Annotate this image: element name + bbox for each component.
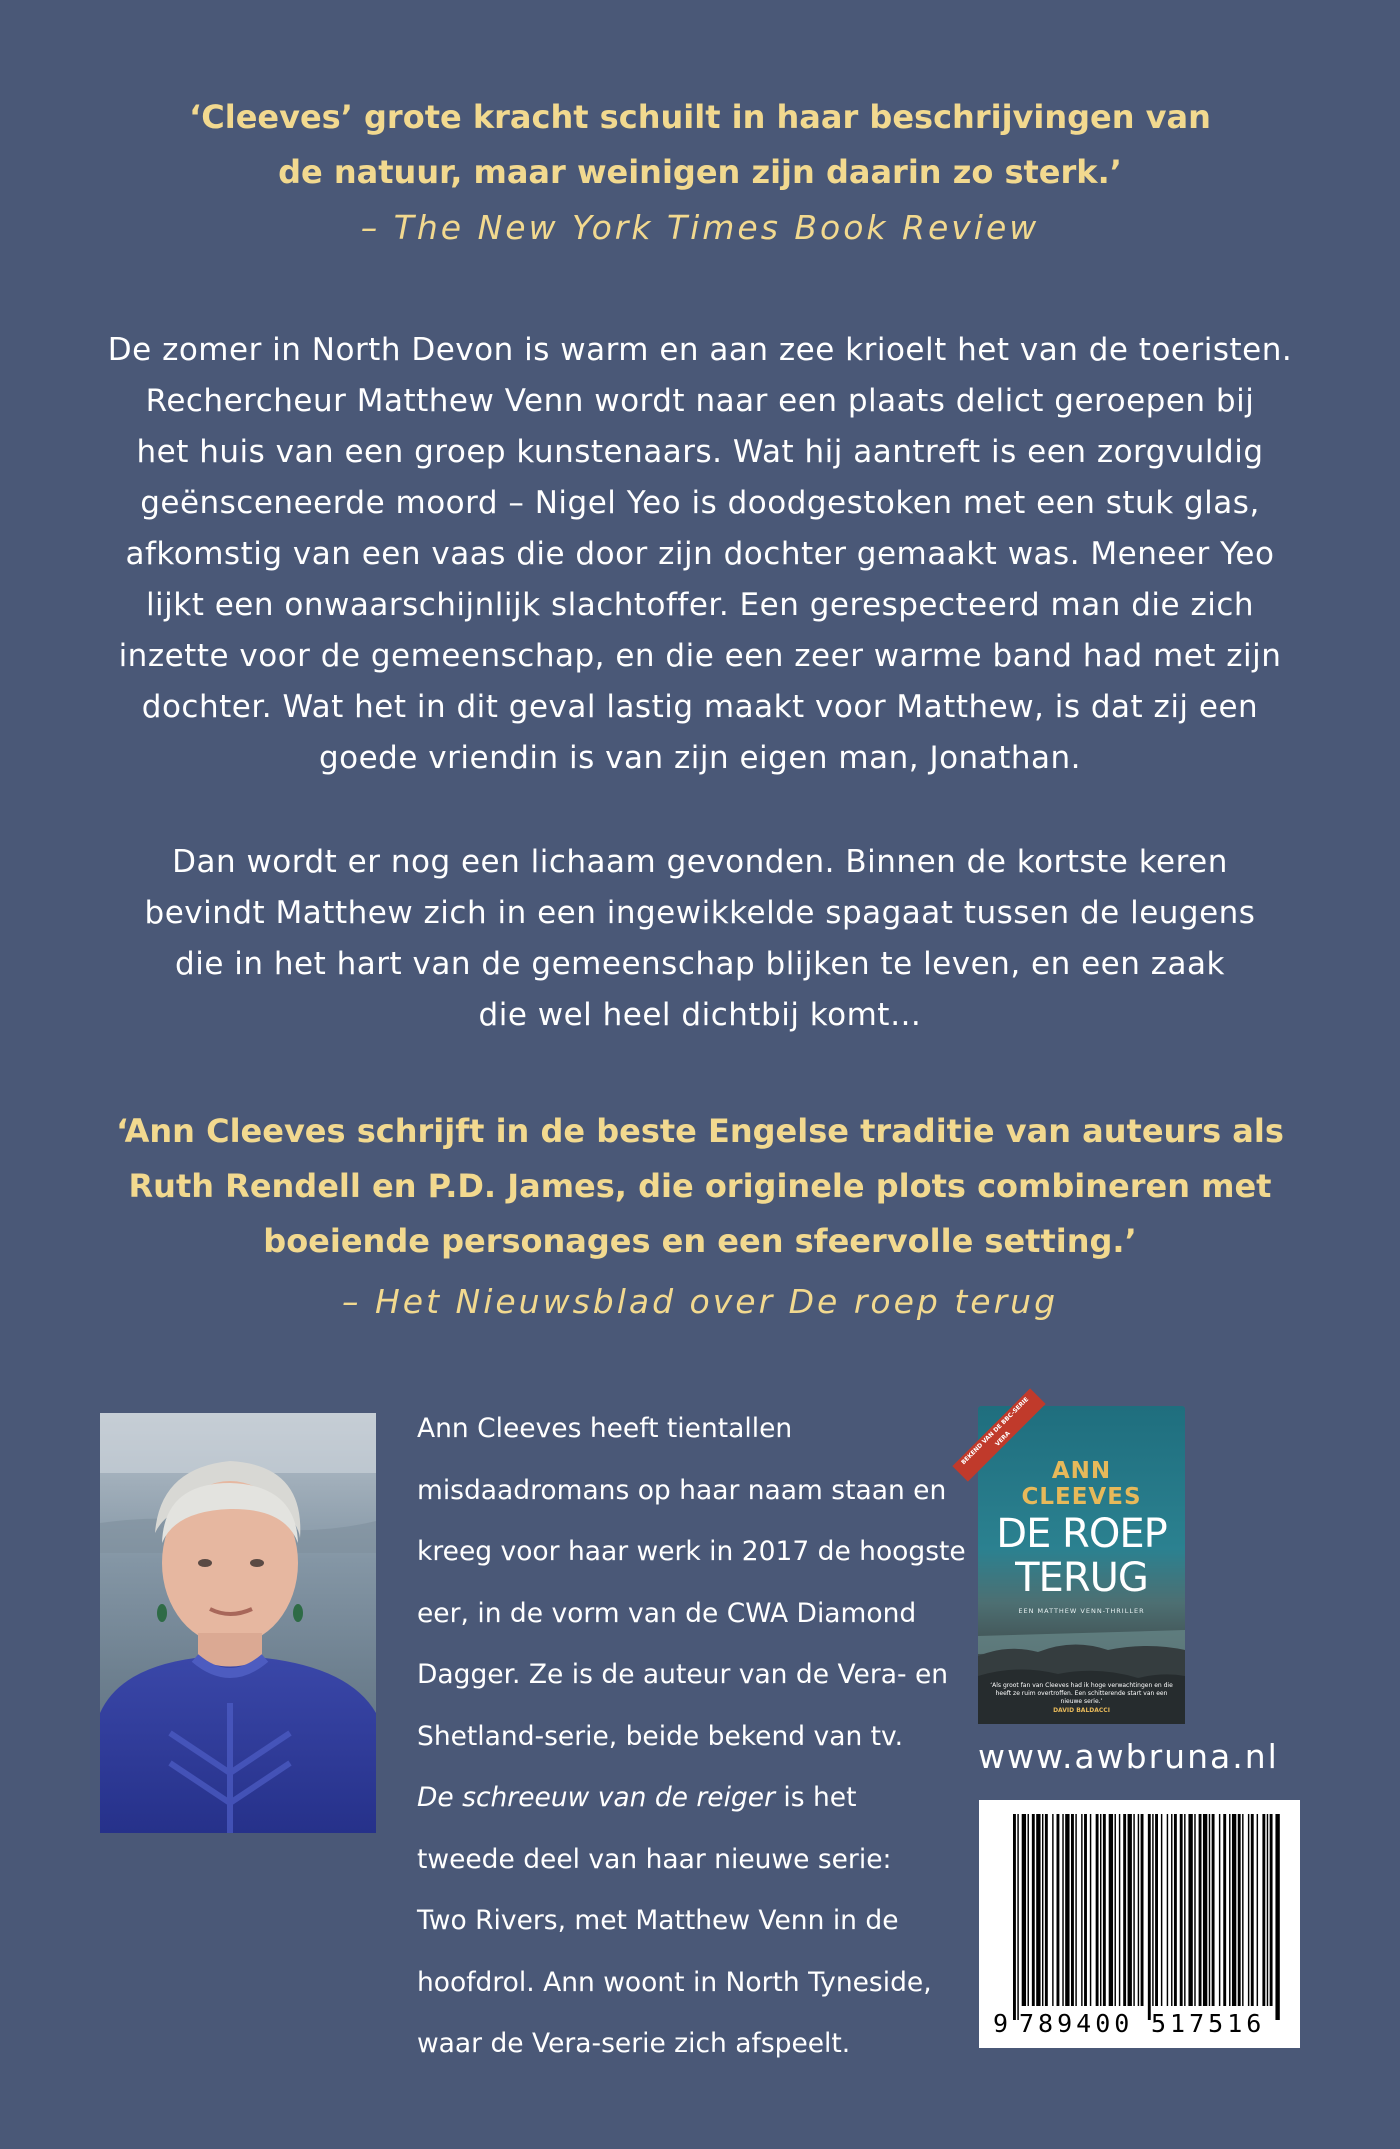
second-quote-line-1: ‘Ann Cleeves schrijft in de beste Engelse traditie van auteurs als (116, 1112, 1284, 1150)
barcode-bar (1174, 1814, 1177, 2006)
bio-line: Shetland-serie, beide bekend van tv. (417, 1720, 904, 1752)
cover-blurb: ‘Als groot fan van Cleeves had ik hoge verwachtingen en die heeft ze ruim overtroffen. Een schitterende start van een nieuwe serie.’ (990, 1682, 1173, 1705)
second-quote-source-title: De roep terug (788, 1282, 1059, 1321)
bio-line: kreeg voor haar werk in 2017 de hoogste (417, 1536, 966, 1567)
barcode-bar (1022, 1814, 1026, 2006)
bio-line: Ann Cleeves heeft tientallen (417, 1413, 793, 1444)
synopsis-paragraph-2 (0, 837, 1400, 1041)
barcode-bar (1180, 1814, 1183, 2006)
barcode-bar (1081, 1814, 1082, 2006)
publisher-website: www.awbruna.nl (978, 1737, 1279, 1776)
cover-author-last: CLEEVES (1021, 1484, 1142, 1510)
top-quote-line-2: de natuur, maar weinigen zijn daarin zo sterk.’ (278, 153, 1122, 191)
cover-series: EEN MATTHEW VENN-THRILLER (1018, 1607, 1145, 1615)
top-quote (0, 90, 1400, 200)
barcode-bar (1167, 1814, 1168, 2006)
barcode-first-digit: 9 (993, 2009, 1009, 2038)
barcode-bar (1209, 1814, 1210, 2006)
cover-title-line-1: DE ROEP (996, 1511, 1167, 1557)
cover-author-first: ANN (1051, 1458, 1112, 1484)
barcode-bar (1138, 1814, 1139, 2006)
barcode-bar-group (1013, 1814, 1280, 2020)
barcode-bar (1199, 1814, 1202, 2006)
barcode-right-digits: 517516 (1151, 2009, 1266, 2038)
barcode-bar (1171, 1814, 1172, 2006)
barcode-bar (1248, 1814, 1249, 2006)
bio-line: tweede deel van haar nieuwe serie: (417, 1843, 892, 1875)
cover-blurb-author: DAVID BALDACCI (1053, 1707, 1110, 1714)
author-bio (417, 1398, 977, 2075)
top-quote-source: – The New York Times Book Review (360, 208, 1040, 247)
barcode-bar (1062, 1814, 1063, 2006)
second-quote-source (0, 1282, 1400, 1321)
barcode-bar (1109, 1814, 1113, 2006)
barcode-bar (1232, 1814, 1236, 2006)
bio-line: Dagger. Ze is de auteur van de Vera- en (417, 1659, 949, 1690)
synopsis-line: die wel heel dichtbij komt… (478, 997, 922, 1033)
second-quote-source-prefix: – Het Nieuwsblad over (341, 1282, 789, 1321)
bio-line: waar de Vera-serie zich afspeelt. (417, 2028, 851, 2059)
synopsis-paragraph-1 (0, 325, 1400, 784)
barcode-bar (1184, 1814, 1185, 2006)
bio-line: hoofdrol. Ann woont in North Tyneside, (417, 1966, 932, 1998)
barcode-bar (1194, 1814, 1195, 2006)
barcode-bar (1155, 1814, 1158, 2006)
bio-line: misdaadromans op haar naam staan en (417, 1474, 947, 1506)
book-cover-thumbnail (960, 1396, 1185, 1724)
barcode-bar (1032, 1814, 1035, 2006)
barcode-bar (1267, 1814, 1268, 2006)
author-portrait-illustration (100, 1413, 376, 1833)
barcode-bar (1036, 1814, 1040, 2006)
barcode-bar (1141, 1814, 1144, 2006)
barcode-bar (1257, 1814, 1258, 2006)
synopsis-line: geënsceneerde moord – Nigel Yeo is doodgestoken met een stuk glas, (140, 485, 1260, 521)
barcode-bar (1103, 1814, 1106, 2006)
barcode-bar (1270, 1814, 1273, 2006)
synopsis-line: goede vriendin is van zijn eigen man, Jonathan. (318, 740, 1082, 776)
barcode-bar (1100, 1814, 1101, 2006)
barcode-bar (1090, 1814, 1091, 2006)
cover-title (978, 1512, 1185, 1600)
barcode-bar (1212, 1814, 1215, 2006)
barcode-bar (1071, 1814, 1074, 2006)
barcode-bar (1017, 1814, 1018, 2020)
synopsis-line: Rechercheur Matthew Venn wordt naar een plaats delict geroepen bij (145, 383, 1255, 419)
second-quote-line-2: Ruth Rendell en P.D. James, die originele plots combineren met (128, 1167, 1272, 1205)
bio-line: eer, in de vorm van de CWA Diamond (417, 1597, 917, 1629)
barcode-bar (1013, 1814, 1016, 2020)
barcode-bar (1251, 1814, 1254, 2006)
bio-line-rest: is het (774, 1782, 857, 1813)
author-photo (100, 1413, 376, 1833)
barcode-bar (1275, 1814, 1279, 2020)
barcode-bar (1045, 1814, 1048, 2006)
barcode-bar (1028, 1814, 1029, 2006)
barcode-bar (1133, 1814, 1134, 2006)
barcode-bar (1123, 1814, 1126, 2006)
barcode-bar (1262, 1814, 1265, 2006)
synopsis-line: het huis van een groep kunstenaars. Wat hij aantreft is een zorgvuldig (136, 434, 1264, 470)
barcode-bar (1188, 1814, 1192, 2006)
second-quote-line-3: boeiende personages en een sfeervolle setting.’ (263, 1222, 1137, 1260)
barcode-bar (1057, 1814, 1060, 2006)
barcode-bar (1115, 1814, 1116, 2006)
cover-author (978, 1458, 1185, 1510)
barcode-bar (1229, 1814, 1230, 2006)
barcode-bar (1148, 1814, 1151, 2020)
barcode-bar (1119, 1814, 1120, 2006)
cover-ribbon: BEKEND VAN DE BBC-SERIE VERA (952, 1388, 1045, 1481)
barcode-bar (1065, 1814, 1069, 2006)
barcode-bar (1223, 1814, 1226, 2006)
synopsis-line: dochter. Wat het in dit geval lastig maakt voor Matthew, is dat zij een (141, 689, 1259, 725)
barcode-bar (1075, 1814, 1076, 2006)
synopsis-line: lijkt een onwaarschijnlijk slachtoffer. Een gerespecteerd man die zich (145, 587, 1255, 623)
barcode-bar (1128, 1814, 1132, 2006)
bio-line: Two Rivers, met Matthew Venn in de (417, 1905, 899, 1936)
synopsis-line: Dan wordt er nog een lichaam gevonden. Binnen de kortste keren (172, 844, 1228, 880)
barcode-bar (1052, 1814, 1053, 2006)
synopsis-line: De zomer in North Devon is warm en aan zee krioelt het van de toeristen. (107, 332, 1293, 368)
barcode-bars (979, 1800, 1300, 2048)
barcode-bar (1084, 1814, 1087, 2006)
cover-title-line-2: TERUG (1015, 1555, 1148, 1601)
barcode-bar (1242, 1814, 1243, 2006)
bio-book-title: De schreeuw van de reiger (417, 1782, 775, 1813)
barcode-bar (1219, 1814, 1220, 2006)
top-quote-line-1: ‘Cleeves’ grote kracht schuilt in haar beschrijvingen van (189, 98, 1211, 136)
barcode-left-digits: 789400 (1019, 2009, 1134, 2038)
bio-line (417, 1767, 977, 1829)
synopsis-line: die in het hart van de gemeenschap blijken te leven, en een zaak (175, 946, 1225, 982)
barcode-bar (1161, 1814, 1162, 2006)
barcode (979, 1800, 1300, 2048)
barcode-bar (1042, 1814, 1043, 2006)
barcode-bar (1152, 1814, 1153, 2006)
second-quote (0, 1104, 1400, 1269)
synopsis-line: inzette voor de gemeenschap, en die een zeer warme band had met zijn (118, 638, 1282, 674)
barcode-bar (1203, 1814, 1207, 2006)
barcode-bar (1238, 1814, 1241, 2006)
barcode-bar (1096, 1814, 1099, 2006)
synopsis-line: bevindt Matthew zich in een ingewikkelde spagaat tussen de leugens (144, 895, 1256, 931)
synopsis-line: afkomstig van een vaas die door zijn dochter gemaakt was. Meneer Yeo (125, 536, 1275, 572)
